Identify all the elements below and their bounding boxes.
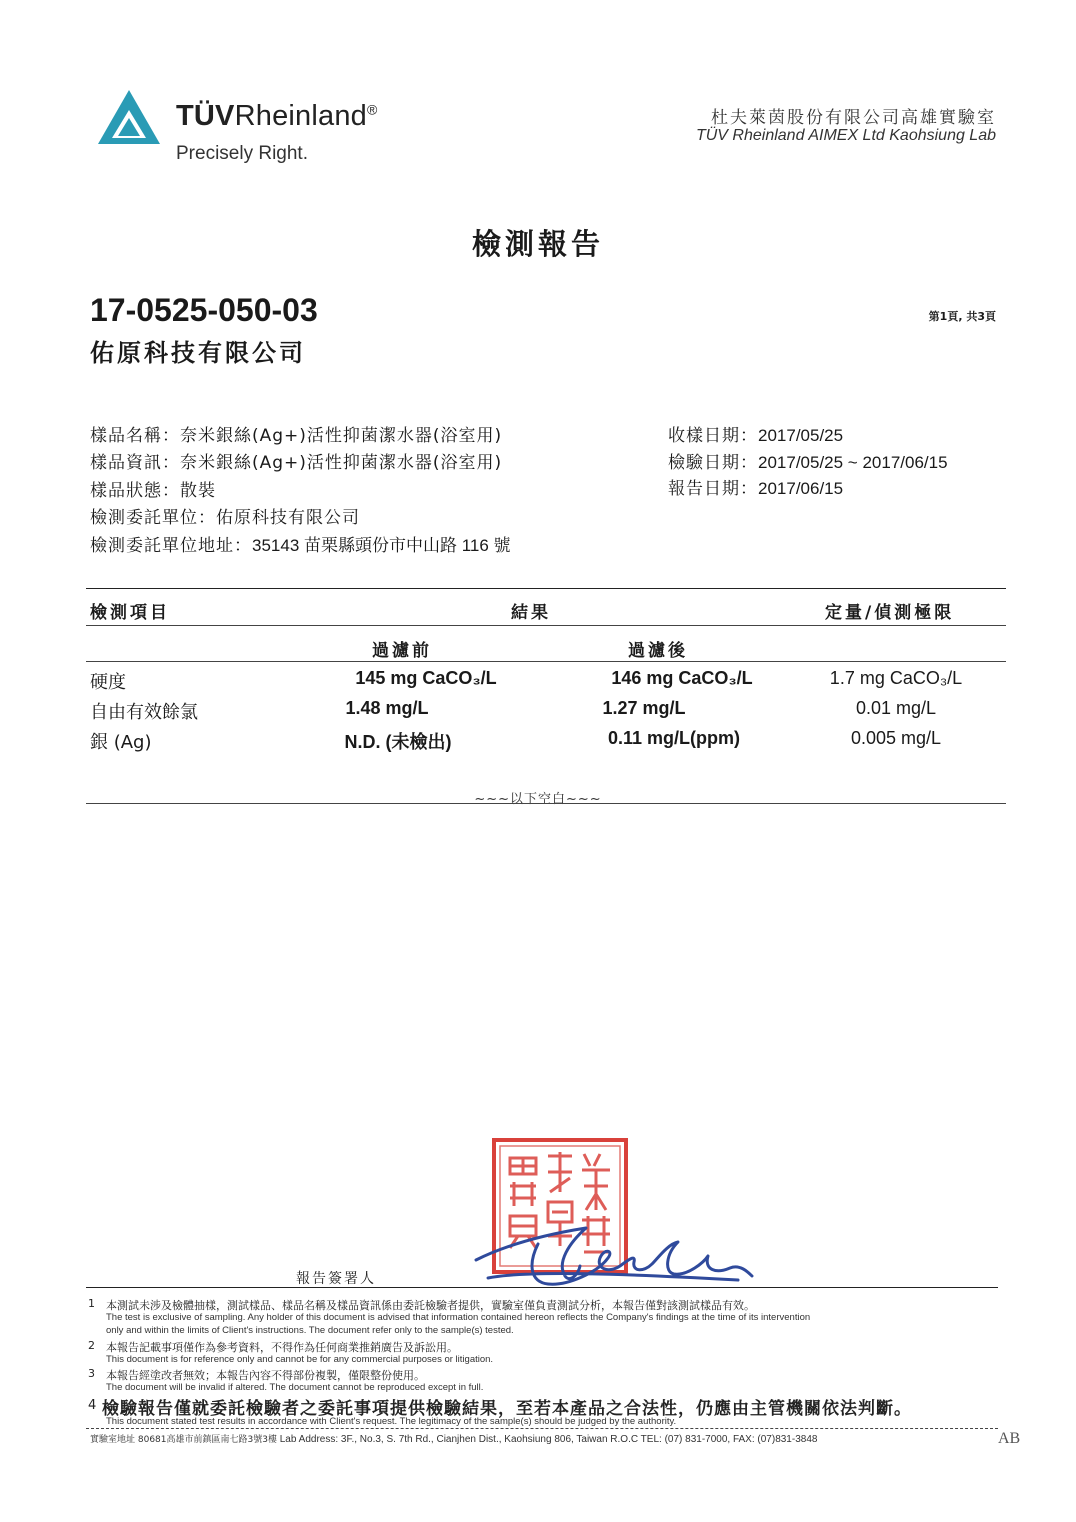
report-date-row — [668, 474, 843, 499]
row-hardness-item: 硬度 — [90, 672, 126, 693]
row-hardness-before: 145 mg CaCO₃/L — [355, 668, 497, 688]
lab-address — [90, 1432, 817, 1445]
sample-info-row — [90, 448, 502, 473]
brand-tagline: Precisely Right. — [176, 143, 308, 164]
lab-address-zh: 實驗室地址 80681高雄市前鎮區南七路3號3樓 — [90, 1435, 277, 1445]
note-3-en: The document will be invalid if altered. The document cannot be reproduced except in full. — [106, 1382, 484, 1393]
note-1-number: 1 — [88, 1297, 95, 1310]
received-date-label: 收樣日期： — [668, 426, 758, 446]
table-top-rule — [86, 588, 1006, 589]
signature — [468, 1214, 758, 1294]
signer-label: 報告簽署人 — [296, 1271, 376, 1287]
note-4-number: 4 — [88, 1398, 97, 1413]
address-rule — [86, 1428, 998, 1429]
row-silver-after: 0.11 mg/L(ppm) — [607, 728, 741, 748]
client-value: 佑原科技有限公司 — [216, 508, 360, 528]
note-2-number: 2 — [88, 1339, 95, 1352]
sample-name-label: 樣品名稱： — [90, 426, 180, 446]
lab-name-en: TÜV Rheinland AIMEX Ltd Kaohsiung Lab — [695, 127, 996, 144]
row-hardness-after: 146 mg CaCO₃/L — [611, 668, 753, 688]
row-chlorine-after: 1.27 mg/L — [602, 698, 686, 718]
company-name: 佑原科技有限公司 — [90, 339, 306, 367]
page-mark: AB — [998, 1430, 1021, 1447]
client-address-label: 檢測委託單位地址： — [90, 536, 252, 556]
row-silver-before: N.D. (未檢出) — [344, 732, 452, 752]
note-2-en: This document is for reference only and cannot be for any commercial purposes or litigation. — [106, 1354, 494, 1365]
brand-name: TÜVRheinland® — [176, 100, 378, 132]
lab-address-en: Lab Address: 3F., No.3, S. 7th Rd., Cianjhen Dist., Kaohsiung 806, Taiwan R.O.C TEL: (07) 831-7000, FAX: (07)831-3848 — [279, 1434, 818, 1445]
sample-info-value: 奈米銀絲(Ag+)活性抑菌潔水器(浴室用) — [180, 453, 503, 473]
note-3-number: 3 — [88, 1367, 95, 1380]
received-date-value: 2017/05/25 — [758, 426, 844, 445]
note-3-zh: 本報告經塗改者無效；本報告內容不得部份複製，僅限整份使用。 — [106, 1369, 425, 1382]
sample-status-label: 樣品狀態： — [90, 481, 180, 501]
col-header-item: 檢測項目 — [90, 603, 170, 623]
note-4-zh: 檢驗報告僅就委託檢驗者之委託事項提供檢驗結果，至若本產品之合法性，仍應由主管機關依法判斷。 — [102, 1399, 912, 1419]
sub-header-before: 過濾前 — [372, 641, 432, 661]
subheader-rule — [86, 661, 1006, 662]
sample-name-value: 奈米銀絲(Ag+)活性抑菌潔水器(浴室用) — [180, 426, 503, 446]
client-address-value: 35143 苗栗縣頭份市中山路 116 號 — [252, 536, 511, 555]
test-date-value: 2017/05/25 ~ 2017/06/15 — [758, 453, 948, 472]
note-1-zh: 本測試未涉及檢體抽樣，測試樣品、樣品名稱及樣品資訊係由委託檢驗者提供，實驗室僅負責測試分析，本報告僅對該測試樣品有效。 — [106, 1299, 755, 1312]
sample-info-label: 樣品資訊： — [90, 453, 180, 473]
document-title: 檢測報告 — [471, 227, 604, 261]
row-silver-item: 銀 (Ag) — [90, 732, 152, 753]
note-4-en: This document stated test results in accordance with Client's request. The legitimacy of the sample(s) should be judged by the authority. — [106, 1416, 677, 1427]
row-chlorine-before: 1.48 mg/L — [345, 698, 429, 718]
row-hardness-limit: 1.7 mg CaCO₃/L — [829, 668, 963, 688]
received-date-row — [668, 421, 843, 446]
report-date-label: 報告日期： — [668, 479, 758, 499]
tuv-triangle-logo — [96, 88, 162, 150]
note-1-en-line2: only and within the limits of Client's instructions. The document refer only to the sample(s) tested. — [106, 1325, 514, 1336]
report-date-value: 2017/06/15 — [758, 479, 844, 498]
page-info: 第1頁, 共3頁 — [928, 310, 996, 323]
footer-top-rule — [86, 1287, 998, 1288]
col-header-result: 結果 — [511, 603, 551, 623]
blank-below-note: ~~~以下空白~~~ — [474, 792, 602, 807]
client-label: 檢測委託單位： — [90, 508, 216, 528]
row-silver-limit: 0.005 mg/L — [850, 728, 942, 748]
report-number: 17-0525-050-03 — [90, 292, 318, 328]
table-bottom-rule — [86, 803, 1006, 804]
col-header-limit: 定量/偵測極限 — [825, 603, 955, 623]
test-date-label: 檢驗日期： — [668, 453, 758, 473]
header-rule — [86, 625, 1006, 626]
sample-status-row — [90, 476, 216, 501]
note-1-en-line1: The test is exclusive of sampling. Any holder of this document is advised that information contained hereon reflects the Company's findings at the time of its intervention — [106, 1312, 811, 1323]
sample-name-row — [90, 421, 502, 446]
note-2-zh: 本報告記載事項僅作為參考資料，不得作為任何商業推銷廣告及訴訟用。 — [106, 1341, 458, 1354]
lab-name-zh: 杜夫萊茵股份有限公司高雄實驗室 — [711, 108, 996, 128]
sample-status-value: 散裝 — [180, 481, 216, 501]
row-chlorine-item: 自由有效餘氯 — [90, 702, 198, 723]
row-chlorine-limit: 0.01 mg/L — [855, 698, 937, 718]
client-address-row — [90, 531, 511, 556]
client-row — [90, 503, 360, 528]
test-date-row — [668, 448, 948, 473]
sub-header-after: 過濾後 — [628, 641, 688, 661]
